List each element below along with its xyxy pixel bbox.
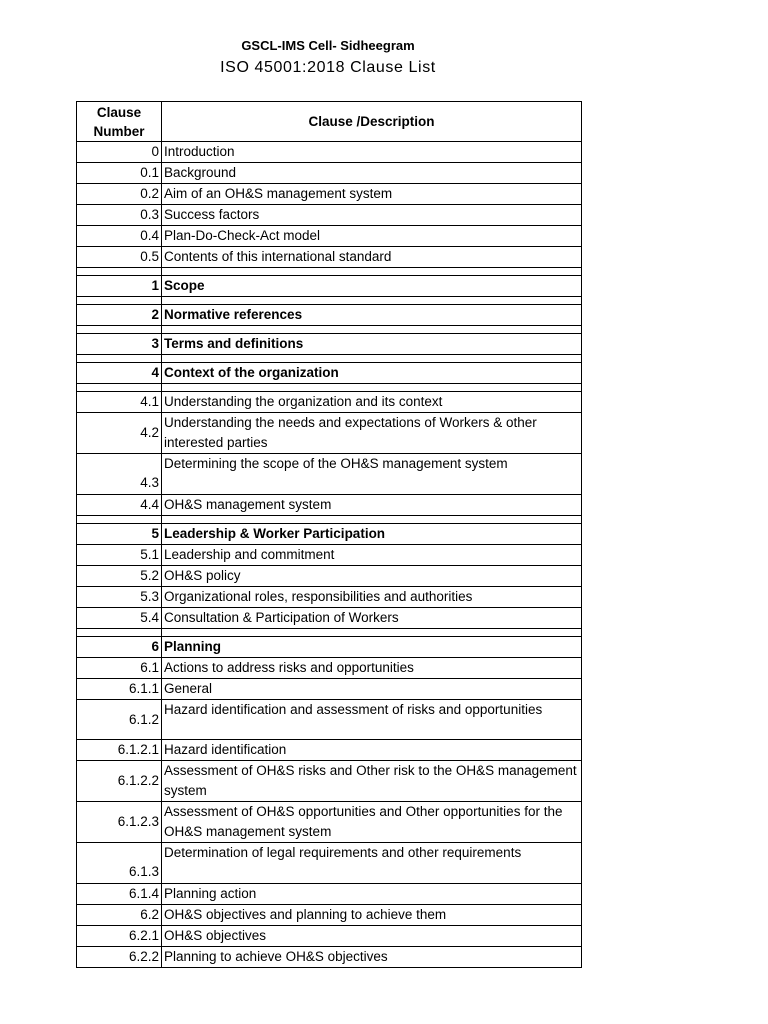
clause-description: Leadership & Worker Participation	[162, 524, 582, 545]
clause-number: 6.1.2	[77, 700, 162, 740]
clause-number: 6	[77, 637, 162, 658]
clause-description: Background	[162, 163, 582, 184]
clause-description: Success factors	[162, 205, 582, 226]
table-row	[77, 884, 582, 905]
clause-number: 6.2	[77, 905, 162, 926]
clause-description: Terms and definitions	[162, 334, 582, 355]
spacer-row	[77, 326, 582, 334]
clause-description: Plan-Do-Check-Act model	[162, 226, 582, 247]
clause-table	[76, 101, 582, 968]
clause-description: Hazard identification	[162, 740, 582, 761]
spacer-row	[77, 268, 582, 276]
organization-heading: GSCL-IMS Cell- Sidheegram	[241, 38, 415, 53]
clause-number: 6.1.2.1	[77, 740, 162, 761]
table-row	[77, 761, 582, 802]
clause-number: 6.1.2.2	[77, 761, 162, 802]
table-header-row	[77, 102, 582, 142]
clause-description: Normative references	[162, 305, 582, 326]
table-row	[77, 637, 582, 658]
clause-number: 0.3	[77, 205, 162, 226]
clause-description: Assessment of OH&S opportunities and Other opportunities for the OH&S management system	[162, 802, 582, 843]
clause-number: 3	[77, 334, 162, 355]
clause-description: Planning action	[162, 884, 582, 905]
clause-description: Leadership and commitment	[162, 545, 582, 566]
clause-number: 6.1.3	[77, 843, 162, 884]
table-row	[77, 142, 582, 163]
table-row	[77, 413, 582, 454]
clause-number: 5.2	[77, 566, 162, 587]
clause-description: OH&S management system	[162, 495, 582, 516]
table-row	[77, 608, 582, 629]
table-row	[77, 545, 582, 566]
clause-description: Assessment of OH&S risks and Other risk to the OH&S management system	[162, 761, 582, 802]
clause-number: 4.3	[77, 454, 162, 495]
table-row	[77, 163, 582, 184]
table-row	[77, 334, 582, 355]
clause-number: 0.4	[77, 226, 162, 247]
table-row	[77, 495, 582, 516]
spacer-row	[77, 297, 582, 305]
clause-description: OH&S objectives	[162, 926, 582, 947]
spacer-row	[77, 629, 582, 637]
clause-number: 6.1.1	[77, 679, 162, 700]
clause-description: Determining the scope of the OH&S management system	[162, 454, 582, 495]
table-row	[77, 587, 582, 608]
clause-number: 4.2	[77, 413, 162, 454]
table-row	[77, 566, 582, 587]
clause-number: 5	[77, 524, 162, 545]
clause-number: 5.4	[77, 608, 162, 629]
column-header-clause-description: Clause /Description	[162, 102, 582, 142]
clause-number: 2	[77, 305, 162, 326]
table-row	[77, 184, 582, 205]
clause-description: Context of the organization	[162, 363, 582, 384]
clause-description: Organizational roles, responsibilities and authorities	[162, 587, 582, 608]
clause-number: 6.1.2.3	[77, 802, 162, 843]
clause-description: Introduction	[162, 142, 582, 163]
table-row	[77, 276, 582, 297]
table-row	[77, 740, 582, 761]
table-row	[77, 658, 582, 679]
clause-number: 4.1	[77, 392, 162, 413]
column-header-clause-number: Clause Number	[77, 102, 162, 142]
clause-description: Planning to achieve OH&S objectives	[162, 947, 582, 968]
clause-description: Consultation & Participation of Workers	[162, 608, 582, 629]
clause-number: 4.4	[77, 495, 162, 516]
clause-number: 0	[77, 142, 162, 163]
table-row	[77, 305, 582, 326]
table-row	[77, 226, 582, 247]
clause-number: 4	[77, 363, 162, 384]
table-row	[77, 947, 582, 968]
table-row	[77, 905, 582, 926]
table-row	[77, 454, 582, 495]
clause-number: 6.1.4	[77, 884, 162, 905]
clause-description: Understanding the organization and its context	[162, 392, 582, 413]
clause-number: 6.2.2	[77, 947, 162, 968]
clause-description: Determination of legal requirements and other requirements	[162, 843, 582, 884]
clause-number: 6.1	[77, 658, 162, 679]
clause-description: Hazard identification and assessment of risks and opportunities	[162, 700, 582, 740]
clause-description: OH&S objectives and planning to achieve them	[162, 905, 582, 926]
table-row	[77, 802, 582, 843]
clause-description: Scope	[162, 276, 582, 297]
clause-number: 5.1	[77, 545, 162, 566]
clause-number: 0.1	[77, 163, 162, 184]
clause-description: Contents of this international standard	[162, 247, 582, 268]
table-row	[77, 679, 582, 700]
clause-number: 1	[77, 276, 162, 297]
table-row	[77, 524, 582, 545]
spacer-row	[77, 384, 582, 392]
clause-description: Planning	[162, 637, 582, 658]
clause-description: Understanding the needs and expectations of Workers & other interested parties	[162, 413, 582, 454]
clause-description: Aim of an OH&S management system	[162, 184, 582, 205]
clause-number: 0.2	[77, 184, 162, 205]
table-row	[77, 205, 582, 226]
clause-number: 0.5	[77, 247, 162, 268]
table-row	[77, 700, 582, 740]
clause-description: Actions to address risks and opportunities	[162, 658, 582, 679]
table-row	[77, 843, 582, 884]
clause-number: 5.3	[77, 587, 162, 608]
table-row	[77, 392, 582, 413]
table-row	[77, 363, 582, 384]
clause-description: OH&S policy	[162, 566, 582, 587]
table-row	[77, 926, 582, 947]
document-title: ISO 45001:2018 Clause List	[220, 59, 436, 76]
spacer-row	[77, 355, 582, 363]
clause-description: General	[162, 679, 582, 700]
table-row	[77, 247, 582, 268]
clause-number: 6.2.1	[77, 926, 162, 947]
spacer-row	[77, 516, 582, 524]
